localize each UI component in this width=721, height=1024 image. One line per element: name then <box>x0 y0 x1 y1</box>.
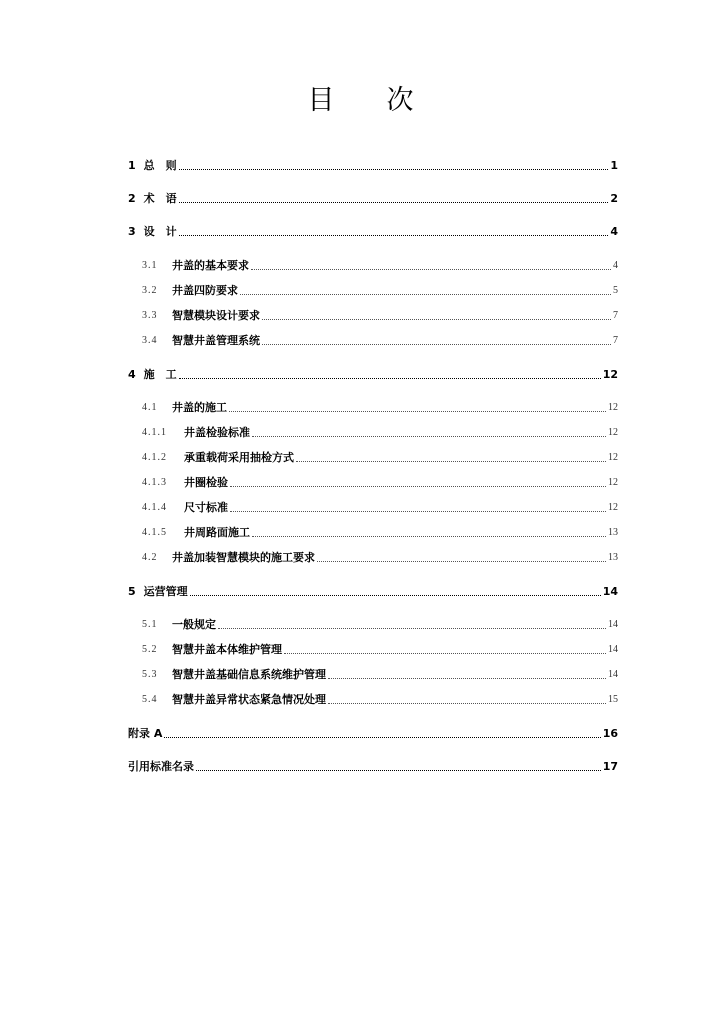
toc-entry-number: 5 <box>128 585 136 598</box>
toc-chapter-entry[interactable] <box>128 758 618 774</box>
toc-section-entry[interactable] <box>142 332 618 348</box>
toc-section-entry[interactable] <box>142 424 618 440</box>
toc-entry-label: 井盖的施工 <box>172 401 227 414</box>
toc-page-number: 17 <box>602 760 618 773</box>
page-title <box>0 84 721 118</box>
toc-page-number: 4 <box>610 225 618 238</box>
toc-section-entry[interactable] <box>142 282 618 298</box>
toc-entry-number: 1 <box>128 159 136 172</box>
toc-dot-leader <box>179 169 609 170</box>
toc-entry-label: 井盖的基本要求 <box>172 259 249 272</box>
toc-section-entry[interactable] <box>142 399 618 415</box>
toc-entry-label: 运营管理 <box>143 585 188 598</box>
toc-dot-leader <box>179 235 609 236</box>
toc-section-entry[interactable] <box>142 524 618 540</box>
toc-entry-number: 5.3 <box>142 669 158 680</box>
toc-dot-leader <box>230 486 606 487</box>
toc-entry-label: 井周路面施工 <box>184 526 250 539</box>
toc-entry-number: 4.1.4 <box>142 502 167 513</box>
toc-entry-label: 井盖四防要求 <box>172 284 238 297</box>
toc-entry-label: 井盖加装智慧模块的施工要求 <box>172 551 315 564</box>
toc-section-entry[interactable] <box>142 616 618 632</box>
toc-section-entry[interactable] <box>142 499 618 515</box>
toc-section-entry[interactable] <box>142 307 618 323</box>
toc-page-number: 16 <box>602 727 618 740</box>
toc-dot-leader <box>218 628 606 629</box>
title-char-1: 目 <box>307 85 335 116</box>
toc-dot-leader <box>229 411 606 412</box>
toc-page-number: 12 <box>602 368 618 381</box>
toc-page-number: 4 <box>613 260 618 271</box>
toc-entry-number: 4.2 <box>142 552 158 563</box>
toc-page-number: 7 <box>613 335 618 346</box>
toc-page-number: 12 <box>608 427 618 438</box>
toc-entry-number: 3.4 <box>142 335 158 346</box>
toc-page-number: 12 <box>608 502 618 513</box>
toc-chapter-entry[interactable] <box>128 725 618 741</box>
toc-page-number: 15 <box>608 694 618 705</box>
toc-page-number: 2 <box>610 192 618 205</box>
toc-section-entry[interactable] <box>142 549 618 565</box>
toc-dot-leader <box>252 436 606 437</box>
toc-dot-leader <box>328 703 606 704</box>
toc-entry-number: 2 <box>128 192 136 205</box>
toc-page-number: 14 <box>608 619 618 630</box>
title-char-2: 次 <box>386 85 414 116</box>
toc-entry-number: 5.1 <box>142 619 158 630</box>
toc-dot-leader <box>328 678 606 679</box>
toc-section-entry[interactable] <box>142 641 618 657</box>
toc-entry-label: 井圈检验 <box>184 476 228 489</box>
toc-entry-label: 术 语 <box>143 192 177 205</box>
toc-section-entry[interactable] <box>142 257 618 273</box>
toc-entry-label: 施 工 <box>143 368 177 381</box>
toc-entry-label: 智慧井盖管理系统 <box>172 334 260 347</box>
toc-section-entry[interactable] <box>142 691 618 707</box>
toc-entry-number: 4.1.5 <box>142 527 167 538</box>
toc-page-number: 1 <box>610 159 618 172</box>
toc-page-number: 14 <box>602 585 618 598</box>
toc-dot-leader <box>179 378 601 379</box>
toc-entry-label: 一般规定 <box>172 618 216 631</box>
toc-dot-leader <box>317 561 606 562</box>
toc-entry-label: 设 计 <box>143 225 177 238</box>
toc-page-number: 12 <box>608 477 618 488</box>
toc-dot-leader <box>230 511 606 512</box>
toc-entry-number: 5.2 <box>142 644 158 655</box>
toc-entry-number: 3.2 <box>142 285 158 296</box>
toc-dot-leader <box>179 202 609 203</box>
toc-page-number: 12 <box>608 402 618 413</box>
toc-entry-label: 井盖检验标准 <box>184 426 250 439</box>
toc-entry-label: 承重载荷采用抽检方式 <box>184 451 294 464</box>
toc-entry-label: 智慧井盖本体维护管理 <box>172 643 282 656</box>
toc-dot-leader <box>196 770 601 771</box>
toc-entry-label: 智慧井盖基础信息系统维护管理 <box>172 668 326 681</box>
toc-entry-number: 3 <box>128 225 136 238</box>
toc-entry-number: 4.1.2 <box>142 452 167 463</box>
toc-page-number: 5 <box>613 285 618 296</box>
toc-entry-number: 4.1.3 <box>142 477 167 488</box>
toc-chapter-entry[interactable] <box>128 366 618 382</box>
toc-entry-number: 5.4 <box>142 694 158 705</box>
toc-chapter-entry[interactable] <box>128 190 618 206</box>
toc-entry-label: 智慧井盖异常状态紧急情况处理 <box>172 693 326 706</box>
toc-entry-label: 总 则 <box>143 159 177 172</box>
toc-page-number: 14 <box>608 644 618 655</box>
toc-entry-label: 附录 A <box>128 727 163 740</box>
toc-dot-leader <box>190 595 601 596</box>
toc-dot-leader <box>262 319 611 320</box>
toc-chapter-entry[interactable] <box>128 583 618 599</box>
toc-entry-number: 3.1 <box>142 260 158 271</box>
toc-page-number: 7 <box>613 310 618 321</box>
toc-chapter-entry[interactable] <box>128 223 618 239</box>
toc-page-number: 13 <box>608 552 618 563</box>
toc-section-entry[interactable] <box>142 474 618 490</box>
toc-page-number: 12 <box>608 452 618 463</box>
toc-dot-leader <box>240 294 611 295</box>
toc-dot-leader <box>284 653 606 654</box>
toc-entry-label: 智慧模块设计要求 <box>172 309 260 322</box>
toc-entry-number: 4.1 <box>142 402 158 413</box>
toc-entry-number: 4 <box>128 368 136 381</box>
toc-entry-label: 引用标准名录 <box>128 760 194 773</box>
toc-chapter-entry[interactable] <box>128 157 618 173</box>
toc-section-entry[interactable] <box>142 666 618 682</box>
toc-entry-number: 4.1.1 <box>142 427 167 438</box>
toc-dot-leader <box>262 344 611 345</box>
toc-dot-leader <box>296 461 606 462</box>
toc-section-entry[interactable] <box>142 449 618 465</box>
toc-dot-leader <box>252 536 606 537</box>
toc-entry-label: 尺寸标准 <box>184 501 228 514</box>
toc-page-number: 13 <box>608 527 618 538</box>
toc-dot-leader <box>251 269 611 270</box>
toc-entry-number: 3.3 <box>142 310 158 321</box>
toc-page-number: 14 <box>608 669 618 680</box>
toc-dot-leader <box>164 737 600 738</box>
